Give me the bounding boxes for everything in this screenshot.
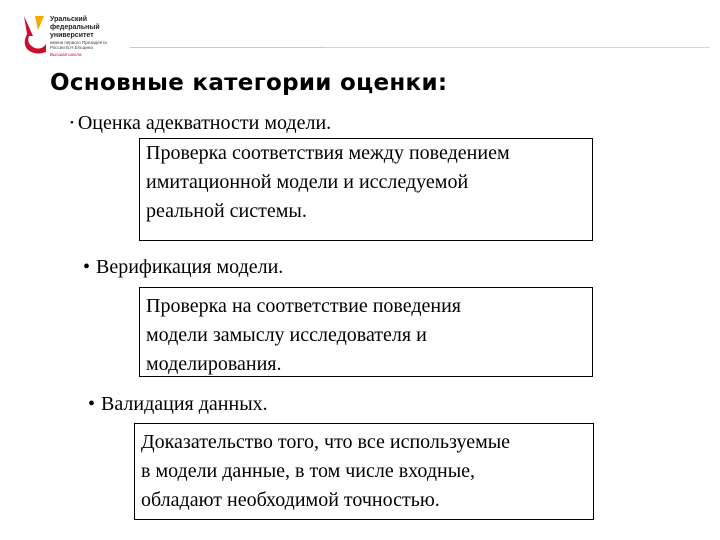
box-line: обладают необходимой точностью. [141,489,440,511]
definition-box-validation [134,423,594,520]
bullet-icon: • [70,117,74,129]
box-line: Доказательство того, что все используемые [141,431,511,453]
box-line: Проверка на соответствие поведения [146,295,461,317]
bullet-validation [88,393,268,416]
urfu-logo-icon [22,14,48,54]
box-line: реальной системы. [146,200,307,222]
slide-title: Основные категории оценки: [50,70,448,96]
bullet-icon: • [88,393,96,415]
header-divider-left [130,47,325,48]
box-line: имитационной модели и исследуемой [146,171,469,193]
box-line: в модели данные, в том числе входные, [141,460,476,482]
definition-box-verification [139,287,593,377]
bullet-icon: • [83,256,91,278]
bullet-verification [83,256,283,279]
definition-box-adequacy [139,138,593,241]
bullet-label: Оценка адекватности модели. [77,112,332,134]
box-line: модели замыслу исследователя и [146,324,427,346]
university-logo [22,14,132,58]
bullet-adequacy [70,112,331,135]
box-line: моделирования. [146,353,282,375]
logo-text: Уральский федеральный университет имени первого Президента России Б.Н.Ельцина Высшая школа [50,16,107,57]
header-divider-right [325,47,710,48]
bullet-label: Валидация данных. [101,393,268,415]
bullet-label: Верификация модели. [96,256,284,278]
box-line: Проверка соответствия между поведением [146,142,510,164]
